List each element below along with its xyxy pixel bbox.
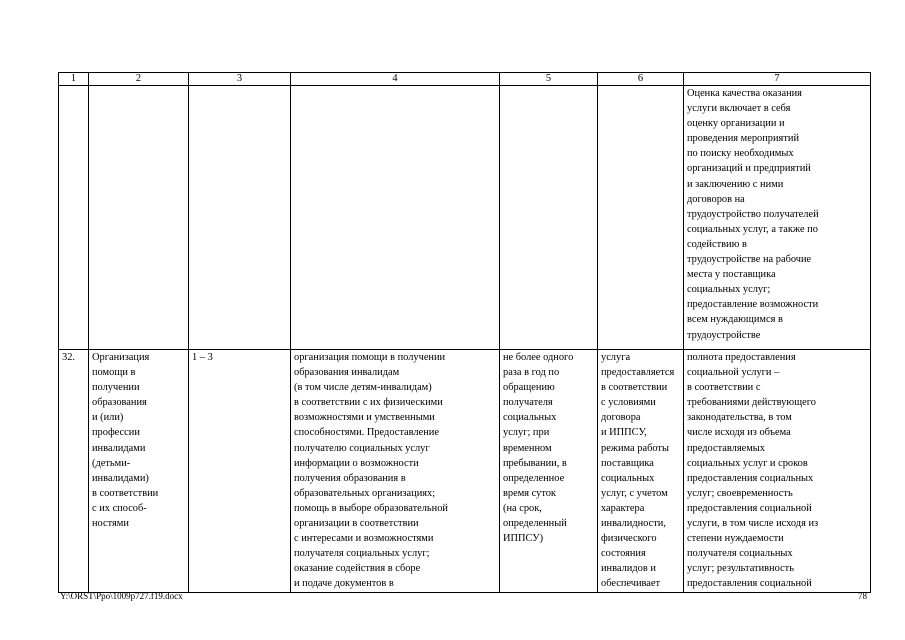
cont-cell-2 xyxy=(89,86,189,350)
table-row-32 xyxy=(59,350,871,593)
cont-cell-4 xyxy=(291,86,500,350)
service-forms: 1 – 3 xyxy=(189,350,291,593)
column-header-2: 2 xyxy=(89,73,189,86)
page-number: 78 xyxy=(858,591,867,601)
services-table xyxy=(58,72,871,593)
column-header-7: 7 xyxy=(684,73,871,86)
service-conditions: услуга предоставляется в соответствии с условиями договора и ИППСУ, режима работы поставщика социальных услуг, с учетом характера инвалидности, физического состояния инвалидов и обеспечивает xyxy=(598,350,684,593)
quality-assessment-text: Оценка качества оказания услуги включает в себя оценку организации и проведения мероприятий по поиску необходимых организаций и предприятий и заключению с ними договоров на трудоустройство получателей социальных услуг, а также по содействию в трудоустройстве на рабочие места у поставщика социальных услуг; предоставление возможности всем нуждающимся в трудоустройстве xyxy=(684,86,871,350)
cont-cell-5 xyxy=(500,86,598,350)
column-header-4: 4 xyxy=(291,73,500,86)
service-name: Организация помощи в получении образования и (или) профессии инвалидами (детьми- инвалидами) в соответствии с их способ- ностями xyxy=(89,350,189,593)
column-header-6: 6 xyxy=(598,73,684,86)
document-path: Y:\ORST\Ppo\1009p727.f19.docx xyxy=(60,591,183,601)
cont-cell-6 xyxy=(598,86,684,350)
continuation-row xyxy=(59,86,871,350)
service-quality-indicators: полнота предоставления социальной услуги – в соответствии с требованиями действующего законодательства, в том числе исходя из объема предоставляемых социальных услуг и сроков предоставления социальных услуг; своевременность предоставления социальной услуги, в том числе исходя из степени нуждаемости получателя социальных услуг; результативность предоставления социальной xyxy=(684,350,871,593)
column-header-5: 5 xyxy=(500,73,598,86)
service-frequency: не более одного раза в год по обращению получателя социальных услуг; при временном пребывании, в определенное время суток (на срок, определенный ИППСУ) xyxy=(500,350,598,593)
column-number-row xyxy=(59,73,871,86)
cont-cell-1 xyxy=(59,86,89,350)
cont-cell-3 xyxy=(189,86,291,350)
column-header-1: 1 xyxy=(59,73,89,86)
service-description: организация помощи в получении образования инвалидам (в том числе детям-инвалидам) в соответствии с их физическими возможностями и умственными способностями. Предоставление получателю социальных услуг информации о возможности получения образования в образовательных организациях; помощь в выборе образовательной организации в соответствии с интересами и возможностями получателя социальных услуг; оказание содействия в сборе и подаче документов в xyxy=(291,350,500,593)
column-header-3: 3 xyxy=(189,73,291,86)
row-number: 32. xyxy=(59,350,89,593)
